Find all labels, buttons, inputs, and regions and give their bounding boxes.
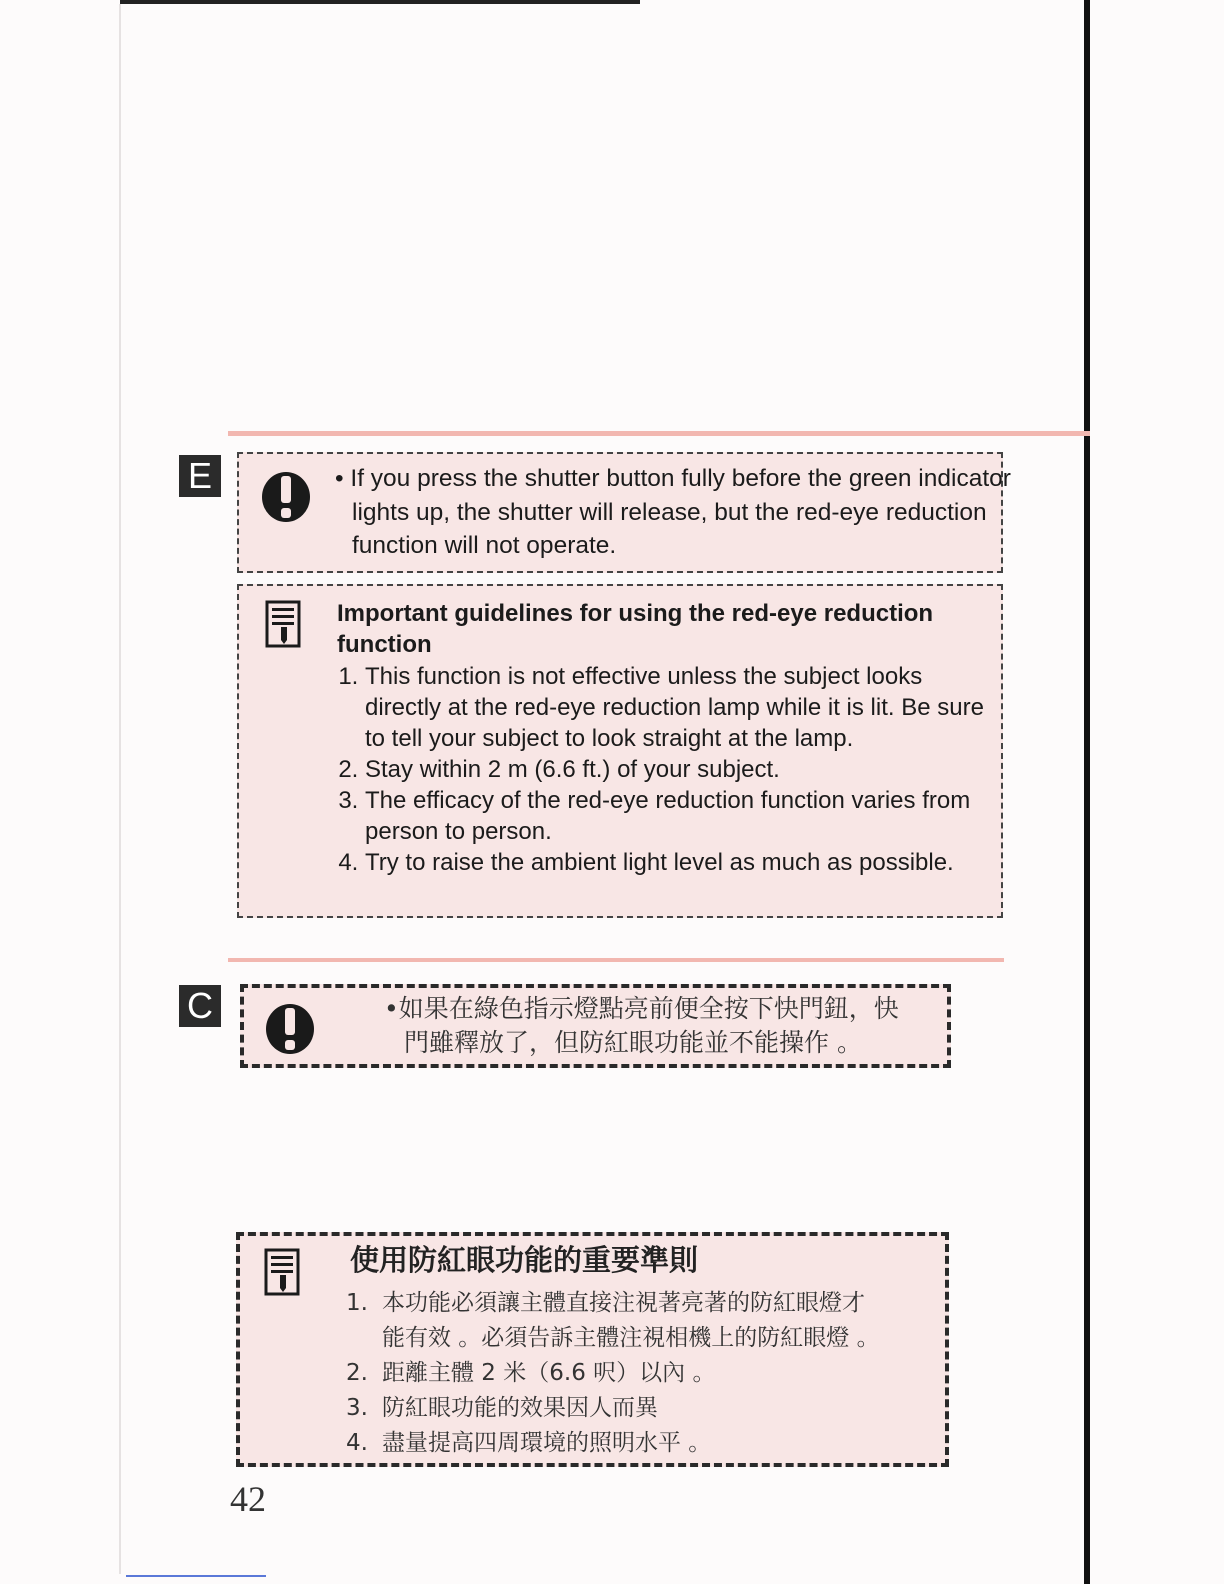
item-number: 3. — [346, 1395, 368, 1421]
page-number: 42 — [230, 1479, 266, 1519]
language-tab-english: E — [179, 455, 221, 497]
caution-text-english: • If you press the shutter button fully before the green indicator lights up, the shutter will release, but the red-eye reduction function will not operate. — [335, 465, 1011, 559]
list-item — [346, 1391, 946, 1426]
scan-top-edge — [120, 0, 640, 4]
list-item — [346, 1286, 946, 1321]
item-number: 4. — [346, 1430, 368, 1456]
item-number: 1. — [346, 1290, 368, 1316]
memo-icon — [264, 1248, 300, 1296]
note-box-chinese — [236, 1232, 949, 1467]
note-heading-english: Important guidelines for using the red-eye reduction function — [337, 600, 934, 658]
list-item — [346, 1426, 946, 1461]
note-box-english — [237, 584, 1003, 918]
list-item: 1. This function is not effective unless the subject looks directly at the red-eye reduction lamp while it is lit. Be sure to tell your subject to look straight at the lamp. — [365, 661, 987, 754]
note-list-english — [337, 661, 987, 878]
caution-line: 門雖釋放了，但防紅眼功能並不能操作 。 — [404, 1028, 862, 1057]
caution-text-chinese — [384, 992, 954, 1060]
list-item: 3. The efficacy of the red-eye reduction function varies from person to person. — [365, 785, 987, 847]
caution-box-english — [237, 452, 1011, 573]
memo-icon — [265, 600, 301, 648]
note-list-chinese — [346, 1286, 946, 1461]
list-item — [346, 1356, 946, 1391]
note-heading-chinese: 使用防紅眼功能的重要準則 — [350, 1243, 699, 1277]
note-content-english — [337, 598, 987, 878]
item-text: 防紅眼功能的效果因人而異 — [382, 1395, 658, 1421]
scan-bottom-rule — [126, 1575, 266, 1577]
caution-line: •如果在綠色指示燈點亮前便全按下快門鈕，快 — [384, 994, 899, 1023]
language-tab-chinese: C — [179, 985, 221, 1027]
list-item: 2. Stay within 2 m (6.6 ft.) of your subject. — [365, 754, 987, 785]
item-text: 本功能必須讓主體直接注視著亮著的防紅眼燈才 — [382, 1290, 865, 1316]
item-text: 距離主體 2 米（6.6 呎）以內 。 — [382, 1360, 716, 1386]
section-divider-chinese — [228, 958, 1004, 962]
section-divider-english — [228, 431, 1090, 436]
scan-left-edge — [119, 4, 121, 1574]
caution-icon — [261, 470, 311, 524]
item-number: 2. — [346, 1360, 368, 1386]
item-text: 盡量提高四周環境的照明水平 。 — [382, 1430, 712, 1456]
caution-box-chinese — [240, 984, 951, 1068]
item-continuation: 能有效 。必須告訴主體注視相機上的防紅眼燈 。 — [382, 1325, 880, 1351]
scan-right-edge — [1084, 0, 1090, 1584]
list-item: 4. Try to raise the ambient light level as much as possible. — [365, 847, 987, 878]
caution-icon — [264, 1002, 316, 1056]
